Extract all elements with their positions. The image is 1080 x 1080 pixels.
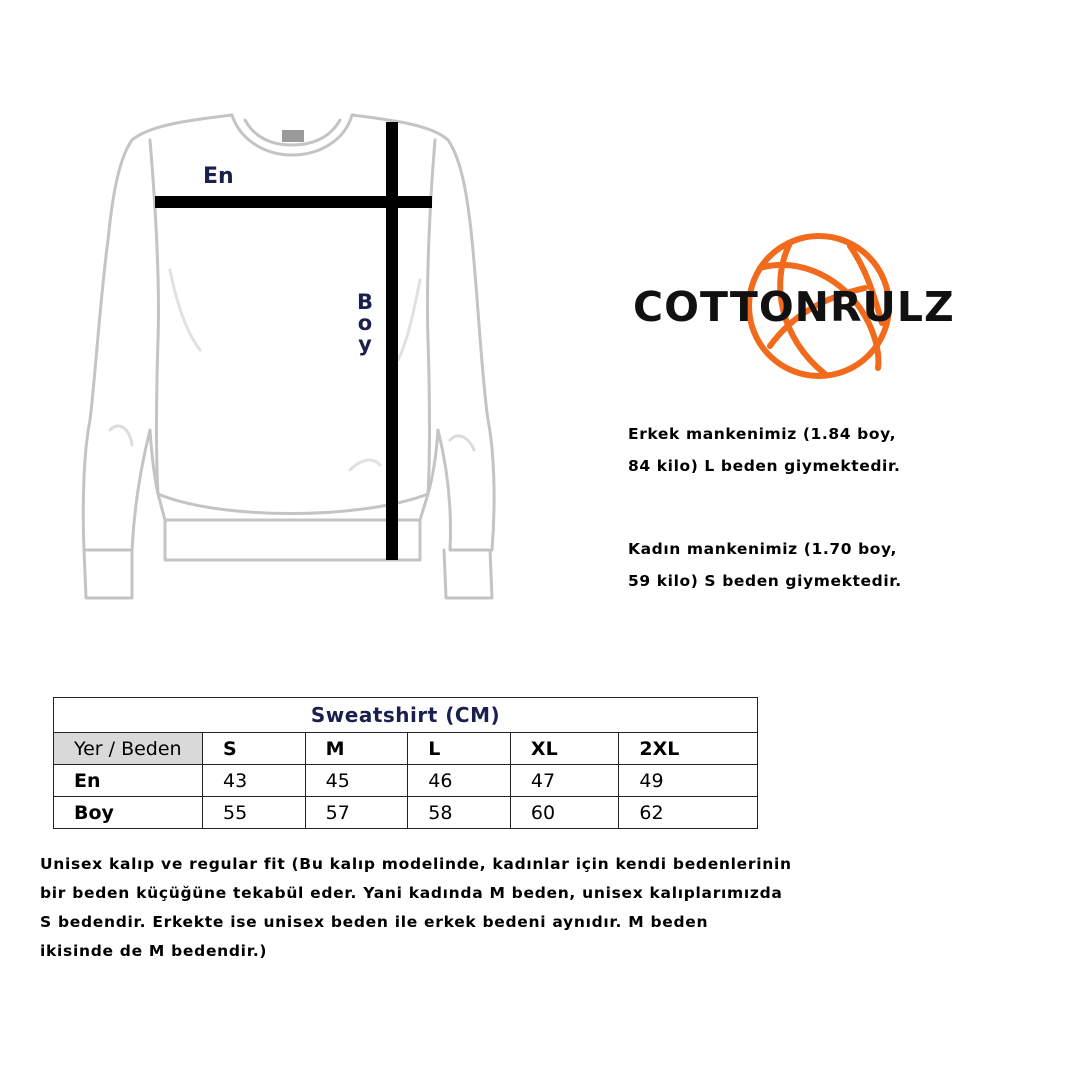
female-model-note: Kadın mankenimiz (1.70 boy, 59 kilo) S beden giymektedir.: [628, 540, 902, 590]
table-cell: 47: [510, 765, 619, 797]
neck-label: [282, 130, 304, 142]
table-row: [54, 797, 758, 829]
en-label: En: [203, 164, 234, 189]
sweatshirt-diagram: [0, 0, 560, 640]
male-model-note: Erkek mankenimiz (1.84 boy, 84 kilo) L beden giymektedir.: [628, 425, 901, 475]
table-header-row: [54, 733, 758, 765]
row-label: Boy: [54, 797, 203, 829]
table-cell: 57: [305, 797, 408, 829]
boy-label: B o y: [356, 290, 373, 356]
table-cell: 46: [408, 765, 511, 797]
size-header: 2XL: [619, 733, 758, 765]
size-header: S: [203, 733, 306, 765]
table-cell: 62: [619, 797, 758, 829]
boy-measure-line: [386, 122, 398, 560]
size-header: XL: [510, 733, 619, 765]
brand-name: COTTONRULZ: [633, 283, 955, 331]
corner-header: Yer / Beden: [54, 733, 203, 765]
sweatshirt-outline: [83, 115, 494, 598]
table-cell: 45: [305, 765, 408, 797]
table-cell: 58: [408, 797, 511, 829]
table-row: [54, 765, 758, 797]
size-header: M: [305, 733, 408, 765]
fit-footnote: Unisex kalıp ve regular fit (Bu kalıp modelinde, kadınlar için kendi bedenlerinin bir beden küçüğüne tekabül eder. Yani kadında M beden, unisex kalıplarımızda S bedendir. Erkekte ise unisex beden ile erkek bedeni aynıdır. M beden ikisinde de M bedendir.): [40, 855, 792, 960]
table-caption: Sweatshirt (CM): [54, 698, 758, 733]
table-cell: 60: [510, 797, 619, 829]
row-label: En: [54, 765, 203, 797]
table-cell: 43: [203, 765, 306, 797]
table-cell: 55: [203, 797, 306, 829]
size-table: [53, 697, 758, 829]
size-header: L: [408, 733, 511, 765]
table-cell: 49: [619, 765, 758, 797]
